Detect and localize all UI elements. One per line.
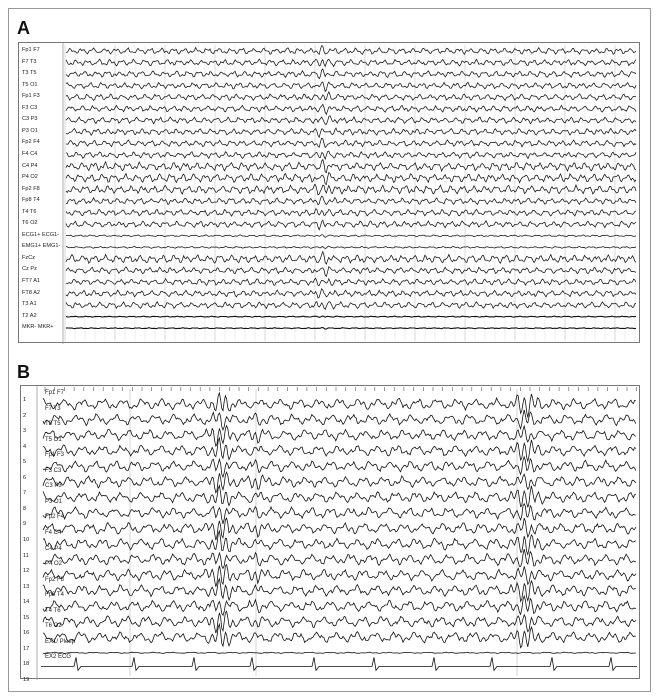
panel-a-channel-label: Fp2 F8	[22, 185, 40, 192]
panel-a-channel-label: MKR- MKR+	[22, 324, 54, 331]
panel-a-trace	[66, 327, 636, 329]
panel-a-channel-label: EMG1+ EMG1-	[22, 243, 61, 250]
panel-a-trace	[66, 128, 636, 137]
panel-b-trace	[43, 596, 636, 615]
panel-a-trace	[66, 104, 636, 114]
panel-a-channel-label: Fp1 F7	[22, 47, 40, 53]
panel-b-channel-number: 1	[23, 397, 27, 403]
panel-b-channel-number: 13	[23, 583, 30, 590]
panel-b-channel-label: T6 O2	[45, 623, 62, 630]
panel-b-trace	[43, 504, 636, 524]
panel-a-channel-label: T3 A1	[22, 301, 37, 308]
panel-a-trace	[66, 69, 636, 79]
panel-a-channel-label: F3 C3	[22, 104, 38, 111]
panel-a-channel-label: P3 O1	[22, 127, 38, 134]
panel-b-channel-label: F4 C4	[45, 529, 62, 536]
panel-a-channel-label: FzCz	[22, 254, 36, 261]
panel-a-trace	[66, 82, 636, 91]
panel-b-trace	[43, 457, 636, 477]
panel-a-trace	[66, 59, 636, 66]
panel-a-channel-label: ECG1+ ECG1-	[22, 231, 60, 238]
panel-b-channel-number: 9	[23, 521, 27, 528]
panel-b-trace	[43, 531, 636, 555]
panel-b-channel-label: Fp2 F4	[45, 514, 65, 521]
panel-a-trace	[66, 246, 636, 249]
panel-b-eeg-trace	[20, 385, 640, 683]
panel-a-trace	[66, 252, 636, 264]
panel-b-letter: B	[17, 362, 30, 382]
panel-a-trace	[66, 173, 636, 185]
panel-b-channel-number: 6	[23, 474, 27, 481]
panel-b-channel-label: C4 P4	[45, 545, 62, 552]
panel-b-channel-number: 8	[23, 505, 27, 512]
panel-a-channel-label: Fp8 T4	[22, 197, 40, 204]
panel-a-letter: A	[17, 18, 30, 38]
panel-a-trace	[66, 46, 636, 55]
panel-b-channel-label: P3 O1	[45, 498, 63, 505]
panel-a-channel-label: P4 O2	[22, 174, 38, 181]
panel-b-channel-number: 10	[23, 536, 30, 543]
panel-a-channel-label: FT8 A2	[22, 289, 41, 296]
panel-b-trace	[43, 565, 636, 587]
panel-b-trace	[43, 393, 636, 418]
panel-a-channel-label: T2 A2	[22, 312, 37, 319]
panel-a-trace	[66, 302, 636, 310]
panel-b-channel-number: 12	[23, 568, 30, 575]
panel-a-trace	[66, 160, 636, 173]
panel-a-trace	[66, 92, 636, 101]
panel-b-trace	[43, 518, 636, 540]
panel-b-channel-label: T4 T6	[45, 607, 61, 614]
panel-a-trace	[66, 185, 636, 195]
panel-b-trace	[43, 472, 636, 493]
panel-b-trace	[43, 486, 636, 508]
panel-b-trace	[43, 438, 636, 461]
panel-b-channel-label: Fp8 T4	[45, 592, 64, 599]
panel-a-channel-label: C3 P3	[22, 116, 38, 123]
panel-b-channel-number: 4	[23, 443, 27, 450]
panel-b-trace	[43, 426, 636, 446]
panel-a-channel-label: FT7 A1	[22, 278, 41, 284]
panel-a-channel-label: F4 C4	[22, 150, 38, 157]
panel-b-trace	[43, 611, 636, 633]
panel-b-channel-number: 5	[23, 459, 27, 466]
panel-a-eeg-trace	[18, 42, 640, 343]
panel-a-channel-label: T5 O1	[22, 81, 38, 88]
panel-a-trace	[66, 209, 636, 216]
panel-b-channel-number: 14	[23, 599, 30, 606]
panel-a-channel-label: Fp1 F3	[22, 93, 40, 100]
panel-b-channel-label: F3 C3	[45, 467, 62, 474]
panel-b-trace	[43, 576, 636, 602]
panel-b-channel-label: Fp2 F8	[45, 576, 65, 583]
panel-a-trace	[66, 278, 636, 285]
panel-a-trace	[66, 196, 636, 205]
panel-b-channel-label: EX2 ECG	[45, 654, 72, 661]
panel-a-channel-label: Cz Pz	[22, 266, 37, 273]
panel-a-trace	[66, 235, 636, 238]
panel-a-channel-label: Fp2 F4	[22, 139, 40, 146]
panel-a-trace	[66, 138, 636, 147]
panel-b-channel-label: F7 T3	[45, 405, 61, 412]
panel-a-trace	[66, 316, 636, 317]
panel-a-trace	[66, 267, 636, 277]
panel-a-trace	[66, 220, 636, 230]
panel-b-channel-number: 15	[23, 614, 30, 621]
panel-b-channel-number: 2	[23, 412, 27, 419]
panel-b-trace	[43, 410, 636, 430]
panel-a-channel-label: T4 T6	[22, 208, 37, 215]
panel-b-channel-number: 19	[23, 676, 30, 683]
panel-b-channel-number: 3	[23, 428, 27, 435]
panel-a-channel-label: T6 O2	[22, 220, 38, 227]
panel-b-trace	[43, 549, 636, 568]
panel-b-channel-label: T3 T5	[45, 421, 61, 428]
panel-b-channel-number: 11	[23, 552, 29, 559]
panel-b-channel-number: 7	[23, 490, 27, 497]
panel-a-trace	[66, 151, 636, 159]
panel-b-channel-number: 16	[23, 630, 30, 637]
panel-a-waveforms	[19, 43, 641, 344]
panel-a-channel-label: T3 T5	[22, 70, 37, 77]
panel-b-ecg-trace	[41, 657, 637, 670]
panel-a-trace	[66, 116, 636, 125]
panel-b-channel-label: T5 O1	[45, 436, 62, 443]
panel-b-channel-label: Fp1 F3	[45, 452, 65, 459]
panel-b-trace	[43, 652, 636, 653]
panel-b-channel-label: P4 O2	[45, 561, 63, 568]
panel-b-waveforms	[21, 386, 641, 680]
panel-a-channel-label: F7 T3	[22, 58, 37, 65]
panel-b-channel-label: Fp1 F7	[45, 390, 65, 396]
panel-b-channel-number: 17	[23, 645, 30, 652]
panel-a-channel-label: C4 P4	[22, 162, 38, 169]
panel-a-trace	[66, 289, 636, 298]
panel-b-channel-number: 18	[23, 661, 30, 668]
panel-b-channel-label: EX1/ Pleep	[45, 638, 76, 645]
panel-b-trace	[43, 624, 636, 648]
panel-b-channel-label: C3 P3	[45, 483, 62, 490]
